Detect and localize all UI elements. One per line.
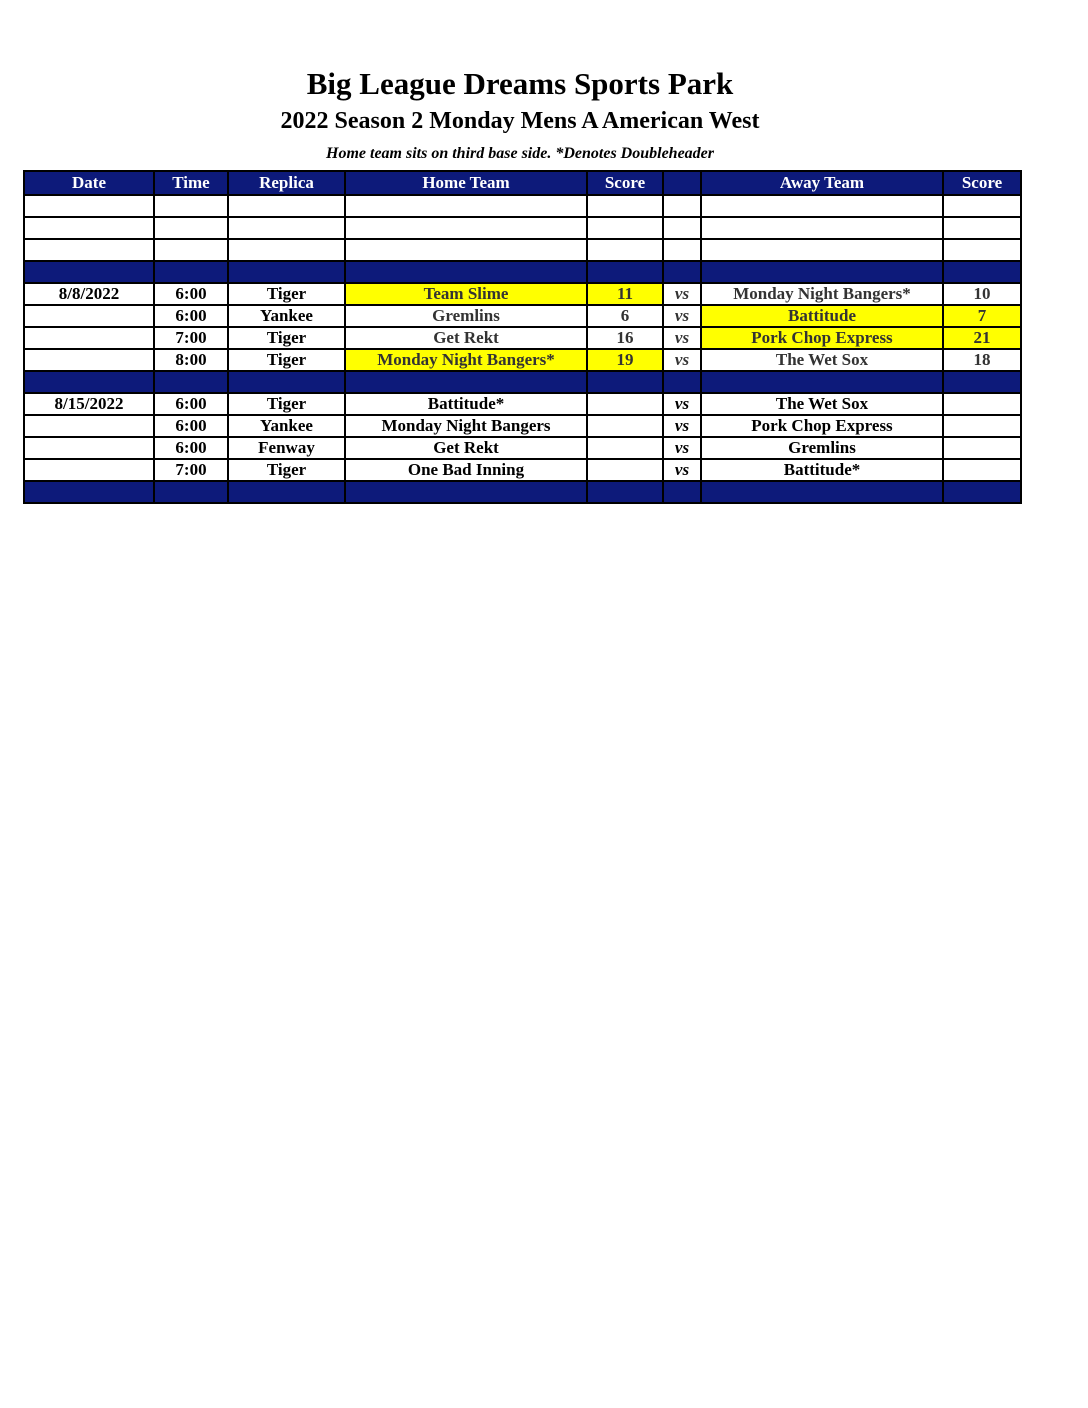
separator-cell (587, 481, 663, 503)
col-header-away-team: Away Team (701, 171, 943, 195)
col-header-replica: Replica (228, 171, 345, 195)
col-header-vs (663, 171, 701, 195)
header-row (24, 171, 1021, 195)
separator-cell (228, 481, 345, 503)
separator-cell (701, 371, 943, 393)
separator-cell (154, 371, 228, 393)
away-team-cell: The Wet Sox (701, 349, 943, 371)
separator-cell (345, 371, 587, 393)
game-row (24, 393, 1021, 415)
vs-cell: vs (663, 459, 701, 481)
away-score-cell (943, 393, 1021, 415)
blank-cell (228, 195, 345, 217)
blank-cell (587, 239, 663, 261)
separator-cell (663, 261, 701, 283)
away-score-cell (943, 459, 1021, 481)
game-row (24, 305, 1021, 327)
field-cell: Fenway (228, 437, 345, 459)
blank-cell (943, 217, 1021, 239)
vs-cell: vs (663, 327, 701, 349)
blank-cell (345, 217, 587, 239)
away-team-cell: Battitude (701, 305, 943, 327)
date-cell: 8/15/2022 (24, 393, 154, 415)
field-cell: Tiger (228, 327, 345, 349)
col-header-home-score: Score (587, 171, 663, 195)
blank-cell (228, 239, 345, 261)
away-score-cell: 10 (943, 283, 1021, 305)
blank-cell (701, 217, 943, 239)
vs-cell: vs (663, 437, 701, 459)
home-score-cell: 19 (587, 349, 663, 371)
separator-cell (663, 481, 701, 503)
separator-cell (345, 481, 587, 503)
blank-cell (154, 239, 228, 261)
col-header-date: Date (24, 171, 154, 195)
blank-cell (345, 239, 587, 261)
separator-cell (943, 261, 1021, 283)
away-score-cell (943, 415, 1021, 437)
away-score-cell: 18 (943, 349, 1021, 371)
date-cell (24, 437, 154, 459)
home-team-cell: Monday Night Bangers* (345, 349, 587, 371)
game-row (24, 327, 1021, 349)
page-title: Big League Dreams Sports Park (306, 66, 734, 101)
home-team-cell: Team Slime (345, 283, 587, 305)
blank-cell (663, 217, 701, 239)
date-cell (24, 327, 154, 349)
date-cell (24, 305, 154, 327)
separator-cell (154, 261, 228, 283)
vs-cell: vs (663, 349, 701, 371)
blank-cell (663, 239, 701, 261)
blank-row (24, 195, 1021, 217)
blank-cell (663, 195, 701, 217)
home-team-cell: Get Rekt (345, 327, 587, 349)
field-cell: Tiger (228, 349, 345, 371)
game-row (24, 283, 1021, 305)
away-team-cell: Pork Chop Express (701, 415, 943, 437)
away-score-cell (943, 437, 1021, 459)
time-cell: 6:00 (154, 305, 228, 327)
time-cell: 7:00 (154, 327, 228, 349)
page-note: Home team sits on third base side. *Denotes Doubleheader (326, 145, 714, 162)
away-team-cell: Pork Chop Express (701, 327, 943, 349)
time-cell: 6:00 (154, 393, 228, 415)
blank-cell (154, 217, 228, 239)
separator-cell (587, 261, 663, 283)
separator-cell (24, 261, 154, 283)
vs-cell: vs (663, 305, 701, 327)
blank-cell (24, 239, 154, 261)
date-cell: 8/8/2022 (24, 283, 154, 305)
game-row (24, 459, 1021, 481)
vs-cell: vs (663, 393, 701, 415)
separator-cell (24, 371, 154, 393)
away-team-cell: Battitude* (701, 459, 943, 481)
home-team-cell: Get Rekt (345, 437, 587, 459)
field-cell: Yankee (228, 305, 345, 327)
time-cell: 8:00 (154, 349, 228, 371)
home-score-cell: 6 (587, 305, 663, 327)
home-score-cell: 16 (587, 327, 663, 349)
away-score-cell: 7 (943, 305, 1021, 327)
home-team-cell: One Bad Inning (345, 459, 587, 481)
vs-cell: vs (663, 283, 701, 305)
home-score-cell (587, 393, 663, 415)
game-row (24, 349, 1021, 371)
time-cell: 7:00 (154, 459, 228, 481)
away-team-cell: The Wet Sox (701, 393, 943, 415)
blank-cell (943, 195, 1021, 217)
field-cell: Tiger (228, 393, 345, 415)
field-cell: Tiger (228, 459, 345, 481)
home-score-cell (587, 437, 663, 459)
separator-cell (24, 481, 154, 503)
blank-cell (24, 217, 154, 239)
time-cell: 6:00 (154, 283, 228, 305)
away-score-cell: 21 (943, 327, 1021, 349)
page-subtitle: 2022 Season 2 Monday Mens A American West (280, 108, 760, 134)
separator-cell (663, 371, 701, 393)
date-cell (24, 459, 154, 481)
time-cell: 6:00 (154, 415, 228, 437)
schedule-table (23, 170, 1022, 504)
home-team-cell: Battitude* (345, 393, 587, 415)
date-cell (24, 349, 154, 371)
blank-row (24, 217, 1021, 239)
away-team-cell: Gremlins (701, 437, 943, 459)
blank-cell (587, 195, 663, 217)
home-score-cell (587, 415, 663, 437)
field-cell: Tiger (228, 283, 345, 305)
date-cell (24, 415, 154, 437)
home-score-cell (587, 459, 663, 481)
col-header-away-score: Score (943, 171, 1021, 195)
blank-cell (943, 239, 1021, 261)
home-score-cell: 11 (587, 283, 663, 305)
away-team-cell: Monday Night Bangers* (701, 283, 943, 305)
separator-row (24, 371, 1021, 393)
game-row (24, 437, 1021, 459)
blank-cell (345, 195, 587, 217)
home-team-cell: Gremlins (345, 305, 587, 327)
blank-cell (587, 217, 663, 239)
blank-cell (701, 195, 943, 217)
separator-cell (154, 481, 228, 503)
field-cell: Yankee (228, 415, 345, 437)
separator-cell (701, 261, 943, 283)
blank-row (24, 239, 1021, 261)
blank-cell (701, 239, 943, 261)
separator-cell (701, 481, 943, 503)
home-team-cell: Monday Night Bangers (345, 415, 587, 437)
col-header-home-team: Home Team (345, 171, 587, 195)
separator-cell (228, 371, 345, 393)
separator-cell (943, 371, 1021, 393)
blank-cell (154, 195, 228, 217)
vs-cell: vs (663, 415, 701, 437)
time-cell: 6:00 (154, 437, 228, 459)
separator-cell (345, 261, 587, 283)
separator-row (24, 261, 1021, 283)
col-header-time: Time (154, 171, 228, 195)
separator-cell (943, 481, 1021, 503)
blank-cell (24, 195, 154, 217)
schedule-body (24, 195, 1021, 503)
game-row (24, 415, 1021, 437)
blank-cell (228, 217, 345, 239)
separator-row (24, 481, 1021, 503)
separator-cell (587, 371, 663, 393)
separator-cell (228, 261, 345, 283)
